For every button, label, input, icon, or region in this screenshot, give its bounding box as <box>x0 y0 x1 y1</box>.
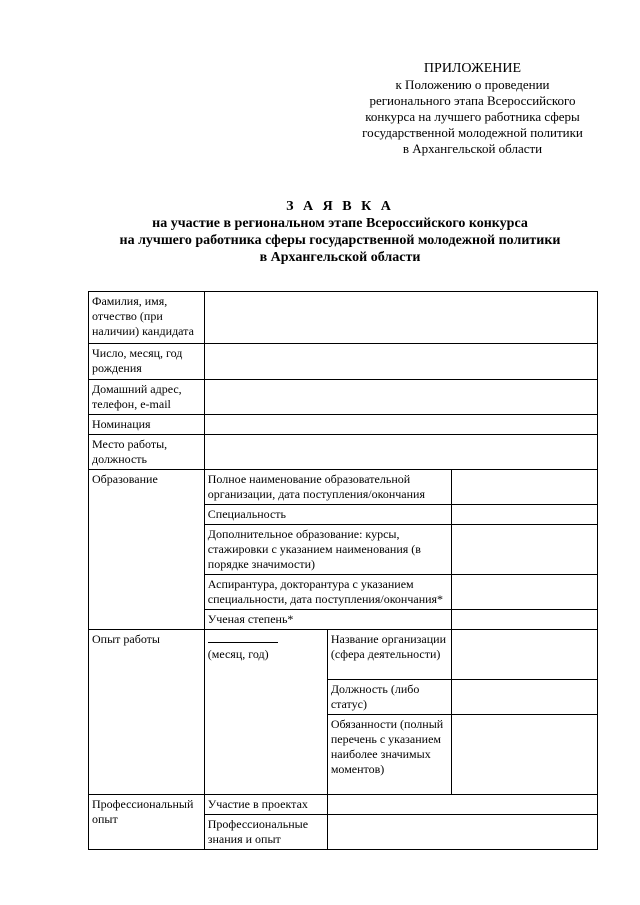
label-workplace: Место работы, должность <box>89 435 205 470</box>
table-row <box>89 470 598 505</box>
table-row <box>89 795 598 815</box>
appendix-line: государственной молодежной политики <box>362 125 583 140</box>
input-experience-duties[interactable] <box>451 715 597 795</box>
education-item: Аспирантура, докторантура с указанием специальности, дата поступления/окончания* <box>204 575 451 610</box>
input-workplace[interactable] <box>204 435 597 470</box>
table-row <box>89 415 598 435</box>
input-education-degree[interactable] <box>451 610 597 630</box>
table-row <box>89 435 598 470</box>
label-experience: Опыт работы <box>89 630 205 795</box>
label-full-name: Фамилия, имя, отчество (при наличии) кандидата <box>89 292 205 344</box>
input-education-specialty[interactable] <box>451 505 597 525</box>
date-blank-line <box>208 634 278 643</box>
label-nomination: Номинация <box>89 415 205 435</box>
table-row <box>89 380 598 415</box>
professional-item: Участие в проектах <box>204 795 327 815</box>
input-full-name[interactable] <box>204 292 597 344</box>
experience-item: Должность (либо статус) <box>327 680 451 715</box>
table-row <box>89 630 598 680</box>
label-birth-date: Число, месяц, год рождения <box>89 344 205 380</box>
title-line: в Архангельской области <box>259 250 421 265</box>
experience-item: Обязанности (полный перечень с указанием наиболее значимых моментов) <box>327 715 451 795</box>
input-education-postgrad[interactable] <box>451 575 597 610</box>
title-line: на участие в региональном этапе Всероссийского конкурса <box>152 216 528 231</box>
appendix-line: конкурса на лучшего работника сферы <box>365 109 580 124</box>
input-nomination[interactable] <box>204 415 597 435</box>
table-row <box>89 292 598 344</box>
input-professional-knowledge[interactable] <box>327 815 597 850</box>
date-hint: (месяц, год) <box>207 647 269 661</box>
input-experience-organization[interactable] <box>451 630 597 680</box>
appendix-block <box>320 60 625 157</box>
label-education: Образование <box>89 470 205 630</box>
experience-date-cell[interactable] <box>204 630 327 795</box>
title-main: З А Я В К А <box>286 199 394 214</box>
education-item: Полное наименование образовательной организации, дата поступления/окончания <box>204 470 451 505</box>
application-title <box>60 198 620 266</box>
input-professional-projects[interactable] <box>327 795 597 815</box>
input-education-additional[interactable] <box>451 525 597 575</box>
input-address[interactable] <box>204 380 597 415</box>
application-form-table <box>88 291 598 850</box>
label-address: Домашний адрес, телефон, e-mail <box>89 380 205 415</box>
professional-item: Профессиональные знания и опыт <box>204 815 327 850</box>
input-education-institution[interactable] <box>451 470 597 505</box>
appendix-line: к Положению о проведении <box>395 77 550 92</box>
education-item: Дополнительное образование: курсы, стажировки с указанием наименования (в порядке значимости) <box>204 525 451 575</box>
appendix-heading: ПРИЛОЖЕНИЕ <box>423 61 522 76</box>
title-line: на лучшего работника сферы государственной молодежной политики <box>119 233 561 248</box>
education-item: Специальность <box>204 505 451 525</box>
appendix-line: в Архангельской области <box>402 141 543 156</box>
table-row <box>89 344 598 380</box>
input-experience-position[interactable] <box>451 680 597 715</box>
education-item: Ученая степень* <box>204 610 451 630</box>
input-birth-date[interactable] <box>204 344 597 380</box>
label-professional: Профессиональный опыт <box>89 795 205 850</box>
experience-item: Название организации (сфера деятельности) <box>327 630 451 680</box>
appendix-line: регионального этапа Всероссийского <box>369 93 576 108</box>
